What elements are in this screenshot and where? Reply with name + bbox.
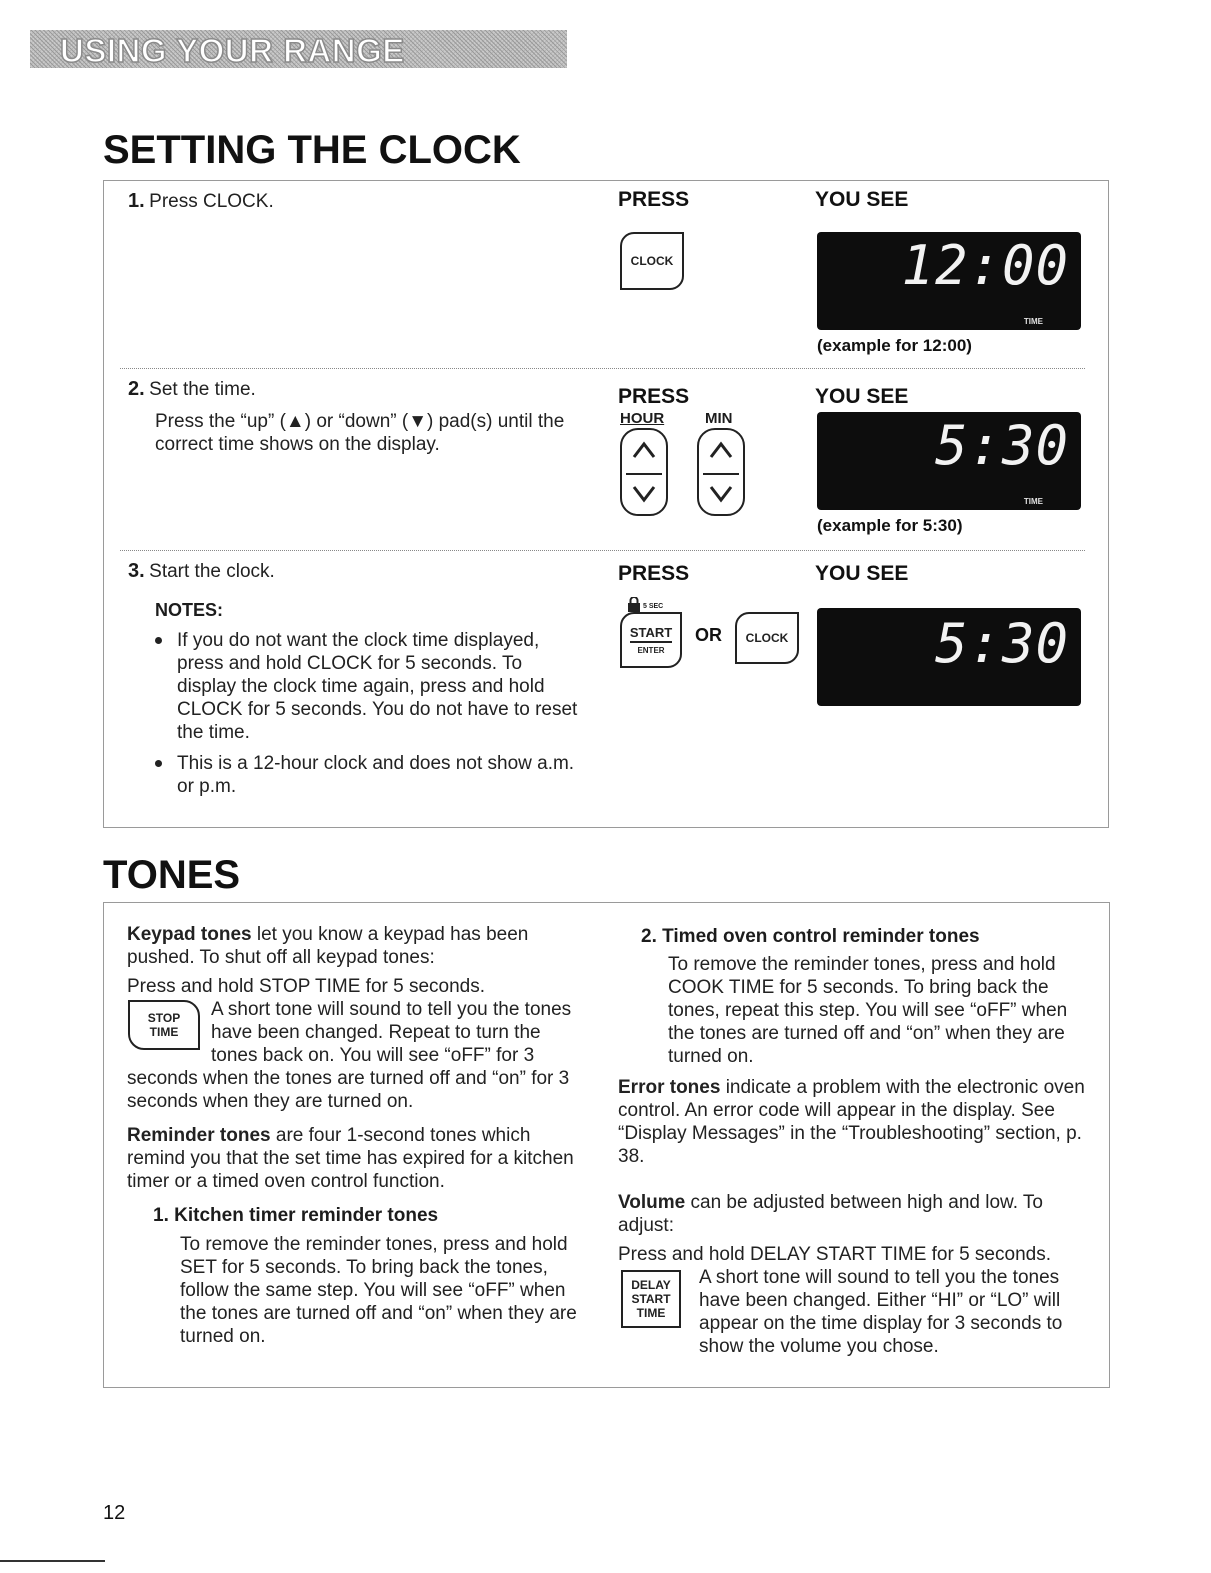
volume-after-text: A short tone will sound to tell you the tones have been changed. Either “HI” or “LO” will appear on the time display for 3 seconds to show the volume you chose.: [699, 1267, 1063, 1357]
clock-key-label: CLOCK: [745, 631, 789, 645]
divider: [120, 550, 1085, 551]
led-display-530: [817, 412, 1081, 510]
step-text: Press the “up” (▲) or “down” (▼) pad(s) until the correct time shows on the display.: [155, 411, 565, 455]
stop-key-label: STOP: [147, 1011, 181, 1025]
display-digits: 5:30: [934, 414, 1069, 477]
delay-key-label: DELAY: [631, 1278, 671, 1292]
clock-key-label: CLOCK: [630, 254, 674, 268]
note-item: If you do not want the clock time displayed, press and hold CLOCK for 5 seconds. To display the clock time again, press and hold CLOCK for 5 seconds. You do not have to reset the time.: [152, 629, 582, 744]
step-text: Press CLOCK.: [149, 191, 274, 212]
item-number: 2.: [641, 926, 657, 947]
step-title: Set the time.: [149, 379, 256, 400]
step-title: Start the clock.: [149, 561, 275, 582]
example-caption: (example for 5:30): [817, 516, 963, 535]
lock-seconds-label: 5 SEC: [643, 603, 664, 610]
down-arrow-icon: [709, 484, 733, 504]
lock-icon: [627, 597, 641, 613]
clock-key[interactable]: [735, 612, 799, 664]
min-label: MIN: [705, 410, 733, 427]
volume-press-instruction: Press and hold DELAY START TIME for 5 seconds.: [618, 1244, 1051, 1265]
item-title: Kitchen timer reminder tones: [174, 1205, 439, 1226]
min-up-down-key[interactable]: [697, 428, 745, 516]
press-header: PRESS: [618, 562, 690, 585]
reminder-tones-paragraph: [127, 1124, 582, 1193]
you-see-header: YOU SEE: [815, 188, 909, 211]
step-number: 1.: [128, 190, 145, 212]
banner-text: USING YOUR RANGE: [60, 32, 405, 69]
clock-section-title: SETTING THE CLOCK: [103, 128, 521, 172]
reminder-tones-heading: Reminder tones: [127, 1125, 271, 1146]
item-title: Timed oven control reminder tones: [662, 926, 980, 947]
clock-key[interactable]: [620, 232, 684, 290]
time-key-label: TIME: [149, 1025, 179, 1039]
tones-section-title: TONES: [103, 853, 241, 897]
press-header: PRESS: [618, 385, 690, 408]
error-tones-paragraph: [618, 1076, 1100, 1168]
up-arrow-icon: [632, 440, 656, 460]
error-tones-heading: Error tones: [618, 1077, 721, 1098]
keypad-tones-heading: Keypad tones: [127, 924, 252, 945]
step-number: 3.: [128, 560, 145, 582]
time-key-label: TIME: [636, 1306, 666, 1320]
volume-paragraph: [618, 1191, 1088, 1237]
step-number: 2.: [128, 378, 145, 400]
led-display-530-started: [817, 608, 1081, 706]
start-enter-key[interactable]: [620, 612, 682, 668]
display-time-tag: TIME: [1023, 497, 1043, 506]
press-header: PRESS: [618, 188, 690, 211]
reminder-tones-text: are four 1-second tones which remind you that the set time has expired for a kitchen timer or a timed oven control function.: [127, 1125, 574, 1192]
step-3: [128, 560, 275, 583]
led-display-1200: [817, 232, 1081, 330]
kitchen-timer-item: [153, 1205, 438, 1227]
keypad-tones-paragraph: [127, 923, 582, 969]
start-key-label: START: [630, 625, 672, 643]
timed-oven-item: [641, 926, 980, 948]
you-see-header: YOU SEE: [815, 562, 909, 585]
step-2: [128, 378, 256, 401]
divider: [120, 368, 1085, 369]
kitchen-timer-text: To remove the reminder tones, press and hold SET for 5 seconds. To bring back the tones, follow the same step. You will see “oFF” when the tones are turned off and “on” when they are turned on.: [180, 1234, 577, 1347]
page-number: 12: [103, 1502, 126, 1524]
timed-oven-text: To remove the reminder tones, press and hold COOK TIME for 5 seconds. To bring back the tones, repeat this step. You will see “oFF” when the tones are turned off and “on” when they are turned on.: [668, 954, 1068, 1067]
down-arrow-icon: [632, 484, 656, 504]
keypad-after-text: [127, 998, 587, 1113]
enter-key-label: ENTER: [637, 646, 665, 655]
or-label: OR: [695, 625, 722, 645]
example-caption: (example for 12:00): [817, 336, 972, 355]
notes-title: NOTES:: [155, 600, 224, 620]
delay-start-time-key[interactable]: [621, 1270, 681, 1328]
hour-label: HOUR: [620, 410, 665, 427]
volume-heading: Volume: [618, 1192, 686, 1213]
keypad-after-body: A short tone will sound to tell you the tones have been changed. Repeat to turn the tones back on. You will see “oFF” for 3 seconds when the tones are turned off and “on” for 3 seconds when they are turned on.: [127, 999, 572, 1112]
note-item: This is a 12-hour clock and does not show a.m. or p.m.: [152, 752, 582, 798]
item-number: 1.: [153, 1205, 169, 1226]
display-time-tag: TIME: [1023, 317, 1043, 326]
up-arrow-icon: [709, 440, 733, 460]
you-see-header: YOU SEE: [815, 385, 909, 408]
error-tones-text: indicate a problem with the electronic oven control. An error code will appear in the display. See “Display Messages” in the “Troubleshooting” section, p. 38.: [618, 1077, 1085, 1167]
keypad-press-instruction: Press and hold STOP TIME for 5 seconds.: [127, 976, 486, 997]
display-digits: 12:00: [901, 234, 1069, 297]
display-digits: 5:30: [934, 612, 1069, 675]
section-banner: [30, 30, 567, 68]
step-1: [128, 190, 274, 213]
start-key-label: START: [631, 1292, 671, 1306]
footer-rule: [0, 1560, 105, 1562]
notes-list: [152, 629, 582, 806]
volume-text: can be adjusted between high and low. To adjust:: [618, 1192, 1043, 1236]
keypad-tones-text: let you know a keypad has been pushed. To shut off all keypad tones:: [127, 924, 529, 968]
hour-up-down-key[interactable]: [620, 428, 668, 516]
